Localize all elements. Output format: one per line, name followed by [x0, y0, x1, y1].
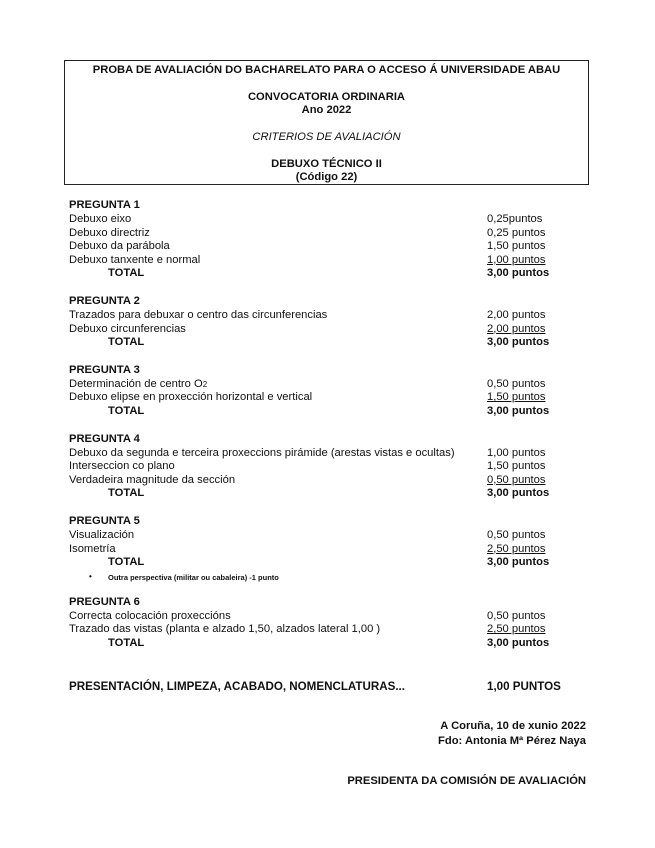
criterion-points: 1,50 puntos	[487, 240, 546, 253]
total-points: 3,00 puntos	[487, 636, 550, 649]
question-title: PREGUNTA 2	[69, 294, 140, 307]
criteria-title: CRITERIOS DE AVALIACIÓN	[252, 131, 401, 143]
criterion-row	[69, 391, 559, 405]
place-date: A Coruña, 10 de xunio 2022	[440, 720, 586, 732]
total-points: 3,00 puntos	[487, 487, 550, 500]
total-label: TOTAL	[108, 487, 145, 500]
criterion-row	[69, 447, 559, 461]
criterion-row	[69, 309, 559, 323]
question-title: PREGUNTA 1	[69, 199, 140, 211]
criterion-label-text: Debuxo circunferencias	[69, 322, 186, 335]
question-section	[69, 515, 559, 582]
criterion-points: 0,50 puntos	[487, 609, 546, 622]
criterion-label	[69, 623, 380, 637]
convocatoria: CONVOCATORIA ORDINARIA	[247, 91, 406, 103]
note-item	[69, 570, 559, 582]
criterion-label-text: Verdadeira magnitude da sección	[69, 473, 236, 486]
question-section	[69, 199, 559, 281]
criterion-points: 0,25puntos	[487, 213, 543, 225]
criterion-label	[69, 391, 312, 405]
question-title: PREGUNTA 5	[69, 514, 140, 527]
criterion-points: 2,00 puntos	[487, 322, 546, 335]
signed-by: Fdo: Antonia Mª Pérez Naya	[438, 735, 586, 747]
total-label: TOTAL	[108, 267, 145, 280]
criterion-label	[69, 240, 170, 254]
total-label: TOTAL	[108, 336, 145, 349]
criterion-label	[69, 543, 116, 557]
question-section	[69, 433, 559, 501]
criterion-label-text: Debuxo elipse en proxección horizontal e vertical	[69, 391, 313, 404]
question-section	[69, 596, 559, 651]
criterion-row	[69, 227, 559, 241]
note-text: Outra perspectiva (militar ou cabaleira) -1 punto	[108, 572, 279, 582]
presentation-value: 1,00 PUNTOS	[487, 680, 561, 693]
criterion-points: 2,50 puntos	[487, 623, 546, 636]
criterion-points: 0,50 puntos	[487, 377, 546, 390]
criteria-list	[69, 199, 559, 664]
total-points: 3,00 puntos	[487, 404, 550, 417]
criterion-label-subscript: 2	[202, 379, 208, 389]
criterion-label	[69, 378, 207, 392]
question-section	[69, 364, 559, 419]
criterion-label-text: Debuxo directriz	[69, 226, 150, 239]
criterion-row	[69, 529, 559, 543]
criterion-points: 1,50 puntos	[487, 460, 546, 473]
criterion-points: 0,50 puntos	[487, 473, 546, 486]
question-title: PREGUNTA 4	[69, 432, 140, 445]
criterion-label-text: Trazado das vistas (planta e alzado 1,50, alzados lateral 1,00 )	[69, 623, 381, 636]
total-label: TOTAL	[108, 636, 145, 649]
criterion-label-text: Correcta colocación proxeccións	[69, 609, 231, 622]
total-points: 3,00 puntos	[487, 556, 550, 569]
bullet-icon: •	[89, 571, 92, 581]
criterion-points: 0,50 puntos	[487, 528, 546, 541]
criterion-points: 1,00 puntos	[487, 253, 546, 266]
total-row	[69, 336, 559, 350]
total-points: 3,00 puntos	[487, 267, 550, 280]
criterion-points: 1,50 puntos	[487, 391, 546, 404]
criterion-row	[69, 474, 559, 488]
question-title: PREGUNTA 3	[69, 363, 140, 376]
question-section	[69, 295, 559, 350]
total-row	[69, 267, 559, 281]
criterion-label	[69, 474, 235, 488]
criterion-row	[69, 623, 559, 637]
criterion-label-text: Visualización	[69, 528, 135, 541]
total-row	[69, 556, 559, 570]
subject-title: DEBUXO TÉCNICO II	[271, 158, 382, 170]
criterion-points: 2,00 puntos	[487, 308, 546, 321]
criterion-points: 2,50 puntos	[487, 542, 546, 555]
criterion-label	[69, 529, 134, 543]
criterion-label-text: Isometría	[69, 542, 116, 555]
total-label: TOTAL	[108, 556, 145, 569]
total-points: 3,00 puntos	[487, 336, 550, 349]
subject-code: (Código 22)	[295, 171, 358, 183]
exam-title: PROBA DE AVALIACIÓN DO BACHARELATO PARA O ACCESO Á UNIVERSIDADE ABAU	[92, 64, 561, 76]
criterion-label	[69, 213, 131, 227]
criterion-row	[69, 543, 559, 557]
criterion-label-text: Trazados para debuxar o centro das circunferencias	[69, 308, 328, 321]
criterion-points: 1,00 puntos	[487, 446, 546, 459]
criterion-label	[69, 447, 455, 461]
criterion-row	[69, 254, 559, 268]
criterion-row	[69, 240, 559, 254]
question-title: PREGUNTA 6	[69, 595, 140, 608]
criterion-points: 0,25 puntos	[487, 226, 546, 239]
criterion-label	[69, 460, 175, 474]
criterion-label	[69, 610, 231, 624]
criterion-label	[69, 309, 327, 323]
total-row	[69, 637, 559, 651]
criterion-row	[69, 460, 559, 474]
criterion-row	[69, 378, 559, 392]
total-label: TOTAL	[108, 404, 145, 417]
criterion-label-text: Debuxo eixo	[69, 213, 132, 225]
criterion-label	[69, 254, 200, 268]
header-box	[64, 60, 589, 185]
criterion-label-text: Debuxo tanxente e normal	[69, 253, 201, 266]
criterion-row	[69, 323, 559, 337]
total-row	[69, 487, 559, 501]
signer-role: PRESIDENTA DA COMISIÓN DE AVALIACIÓN	[347, 775, 586, 787]
criterion-label	[69, 323, 186, 337]
criterion-row	[69, 610, 559, 624]
criterion-label-text: Debuxo da parábola	[69, 240, 170, 253]
criterion-label-text: Determinación de centro O	[69, 377, 203, 390]
year: Ano 2022	[301, 104, 352, 116]
criterion-label	[69, 227, 150, 241]
total-row	[69, 405, 559, 419]
criterion-label-text: Debuxo da segunda e terceira proxeccions pirámide (arestas vistas e ocultas)	[69, 446, 455, 459]
presentation-label: PRESENTACIÓN, LIMPEZA, ACABADO, NOMENCLATURAS...	[69, 680, 406, 693]
criterion-label-text: Interseccion co plano	[69, 460, 175, 473]
criterion-row	[69, 213, 559, 227]
